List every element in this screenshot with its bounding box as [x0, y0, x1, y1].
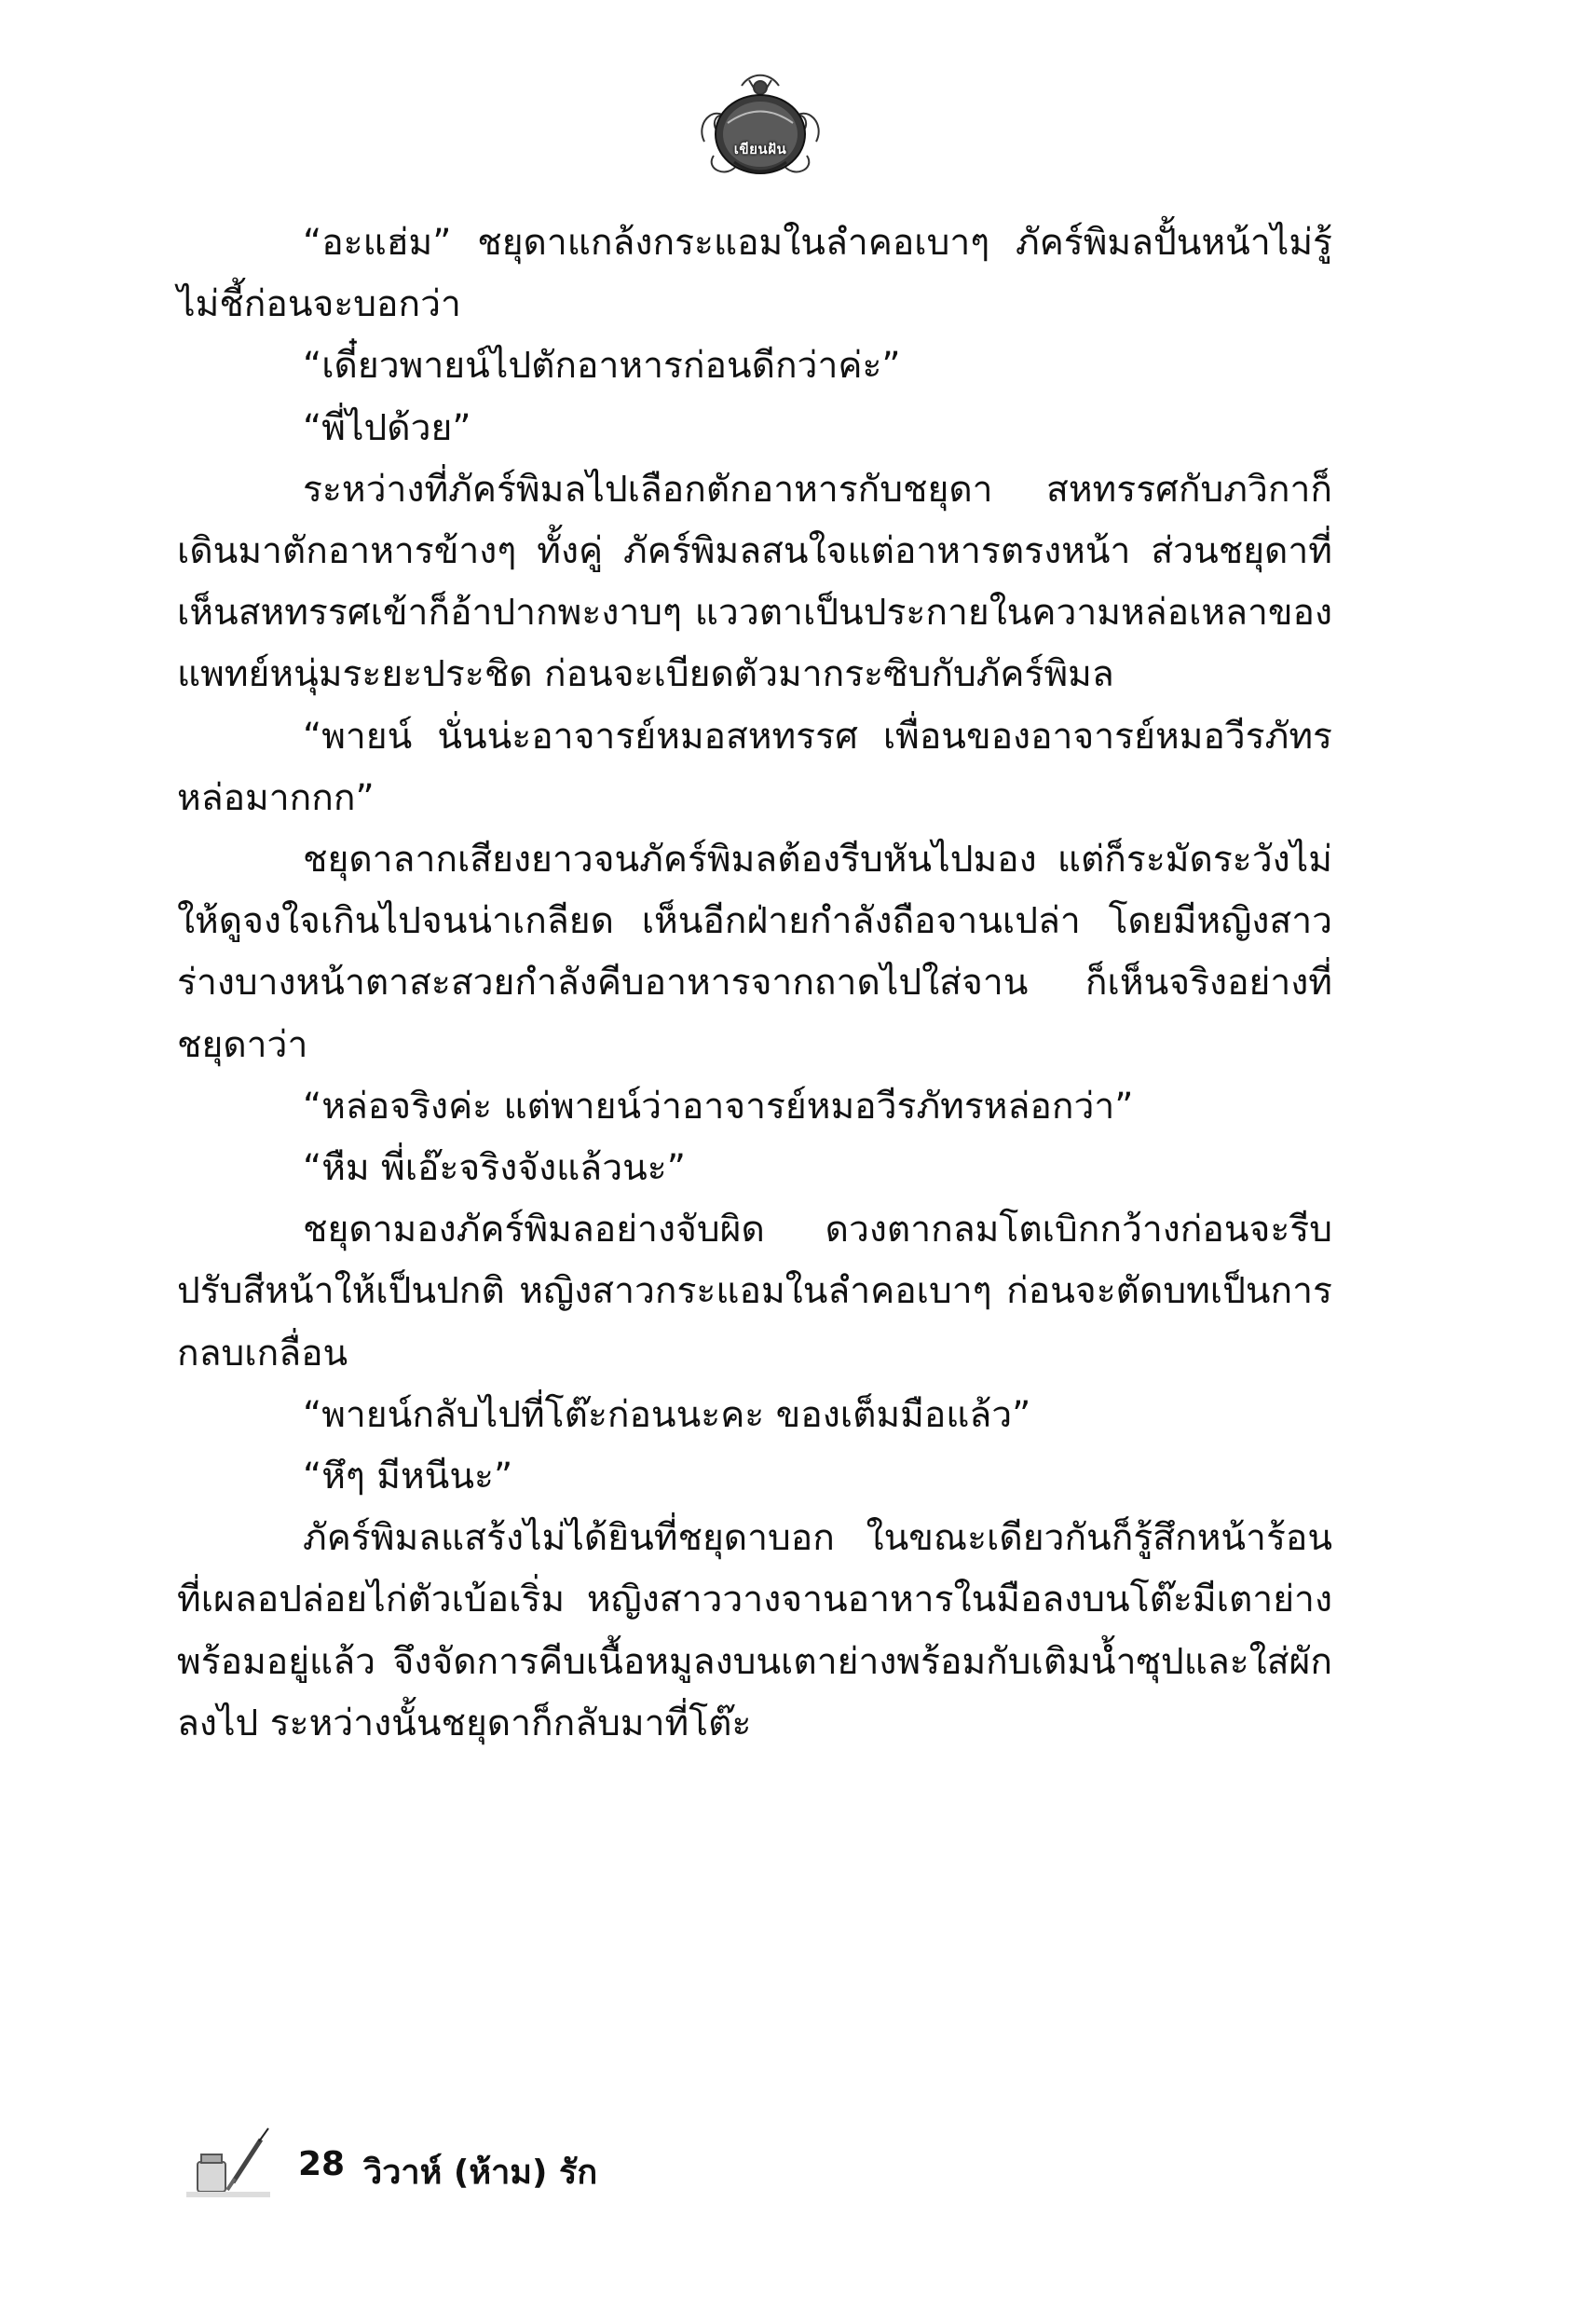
paragraph: “หล่อจริงค่ะ แต่พายน์ว่าอาจารย์หมอวีรภัทรหล่อกว่า” [303, 1085, 1134, 1128]
paragraph: “หืม พี่เอ๊ะจริงจังแล้วนะ” [303, 1147, 686, 1190]
paragraph: “หึๆ มีหนีนะ” [303, 1456, 513, 1498]
syringe-vial-icon [186, 2126, 270, 2199]
header-logo [686, 67, 835, 188]
chapter-body [177, 212, 1332, 1755]
paragraph: “พี่ไปด้วย” [303, 406, 471, 449]
paragraph: “เดี๋ยวพายน์ไปตักอาหารก่อนดีกว่าค่ะ” [303, 345, 901, 388]
ornamental-crest-icon [686, 67, 835, 188]
paragraph: “พายน์ นั่นน่ะอาจารย์หมอสหทรรศ เพื่อนของอาจารย์หมอวีรภัทร หล่อมากกก” [177, 715, 1332, 819]
logo-text: เขียนฝัน [733, 141, 787, 157]
paragraph: “พายน์กลับไปที่โต๊ะก่อนนะคะ ของเต็มมือแล้ว” [303, 1393, 1031, 1436]
paragraph: ชยุดาลากเสียงยาวจนภัคร์พิมลต้องรีบหันไปมอง แต่ก็ระมัดระวังไม่ให้ดูจงใจเกินไปจนน่าเกลียด เห็นอีกฝ่ายกำลังถือจานเปล่า โดยมีหญิงสาวร่างบางหน้าตาสะสวยกำลังคีบอาหารจากถาดไปใส่จาน ก็เห็นจริงอย่างที่ชยุดาว่า [177, 839, 1332, 1066]
paragraph: ภัคร์พิมลแสร้งไม่ได้ยินที่ชยุดาบอก ในขณะเดียวกันก็รู้สึกหน้าร้อนที่เผลอปล่อยไก่ตัวเบ้อเริ่ม หญิงสาววางจานอาหารในมือลงบนโต๊ะมีเตาย่างพร้อมอยู่แล้ว จึงจัดการคีบเนื้อหมูลงบนเตาย่างพร้อมกับเติมน้ำซุปและใส่ผักลงไป ระหว่างนั้นชยุดาก็กลับมาที่โต๊ะ [177, 1517, 1332, 1744]
paragraph: “อะแฮ่ม” ชยุดาแกล้งกระแอมในลำคอเบาๆ ภัคร์พิมลปั้นหน้าไม่รู้ไม่ชี้ก่อนจะบอกว่า [177, 222, 1332, 326]
page-number: 28 [298, 2145, 346, 2183]
paragraph: ระหว่างที่ภัคร์พิมลไปเลือกตักอาหารกับชยุดา สหทรรศกับภวิกาก็เดินมาตักอาหารข้างๆ ทั้งคู่ ภัคร์พิมลสนใจแต่อาหารตรงหน้า ส่วนชยุดาที่เห็นสหทรรศเข้าก็อ้าปากพะงาบๆ แววตาเป็นประกายในความหล่อเหลาของแพทย์หนุ่มระยะประชิด ก่อนจะเบียดตัวมากระซิบกับภัคร์พิมล [177, 468, 1332, 696]
paragraph: ชยุดามองภัคร์พิมลอย่างจับผิด ดวงตากลมโตเบิกกว้างก่อนจะรีบปรับสีหน้าให้เป็นปกติ หญิงสาวกระแอมในลำคอเบาๆ ก่อนจะตัดบทเป็นการกลบเกลื่อน [177, 1209, 1332, 1374]
running-title: วิวาห์ (ห้าม) รัก [363, 2154, 598, 2192]
page-footer [177, 2126, 829, 2201]
